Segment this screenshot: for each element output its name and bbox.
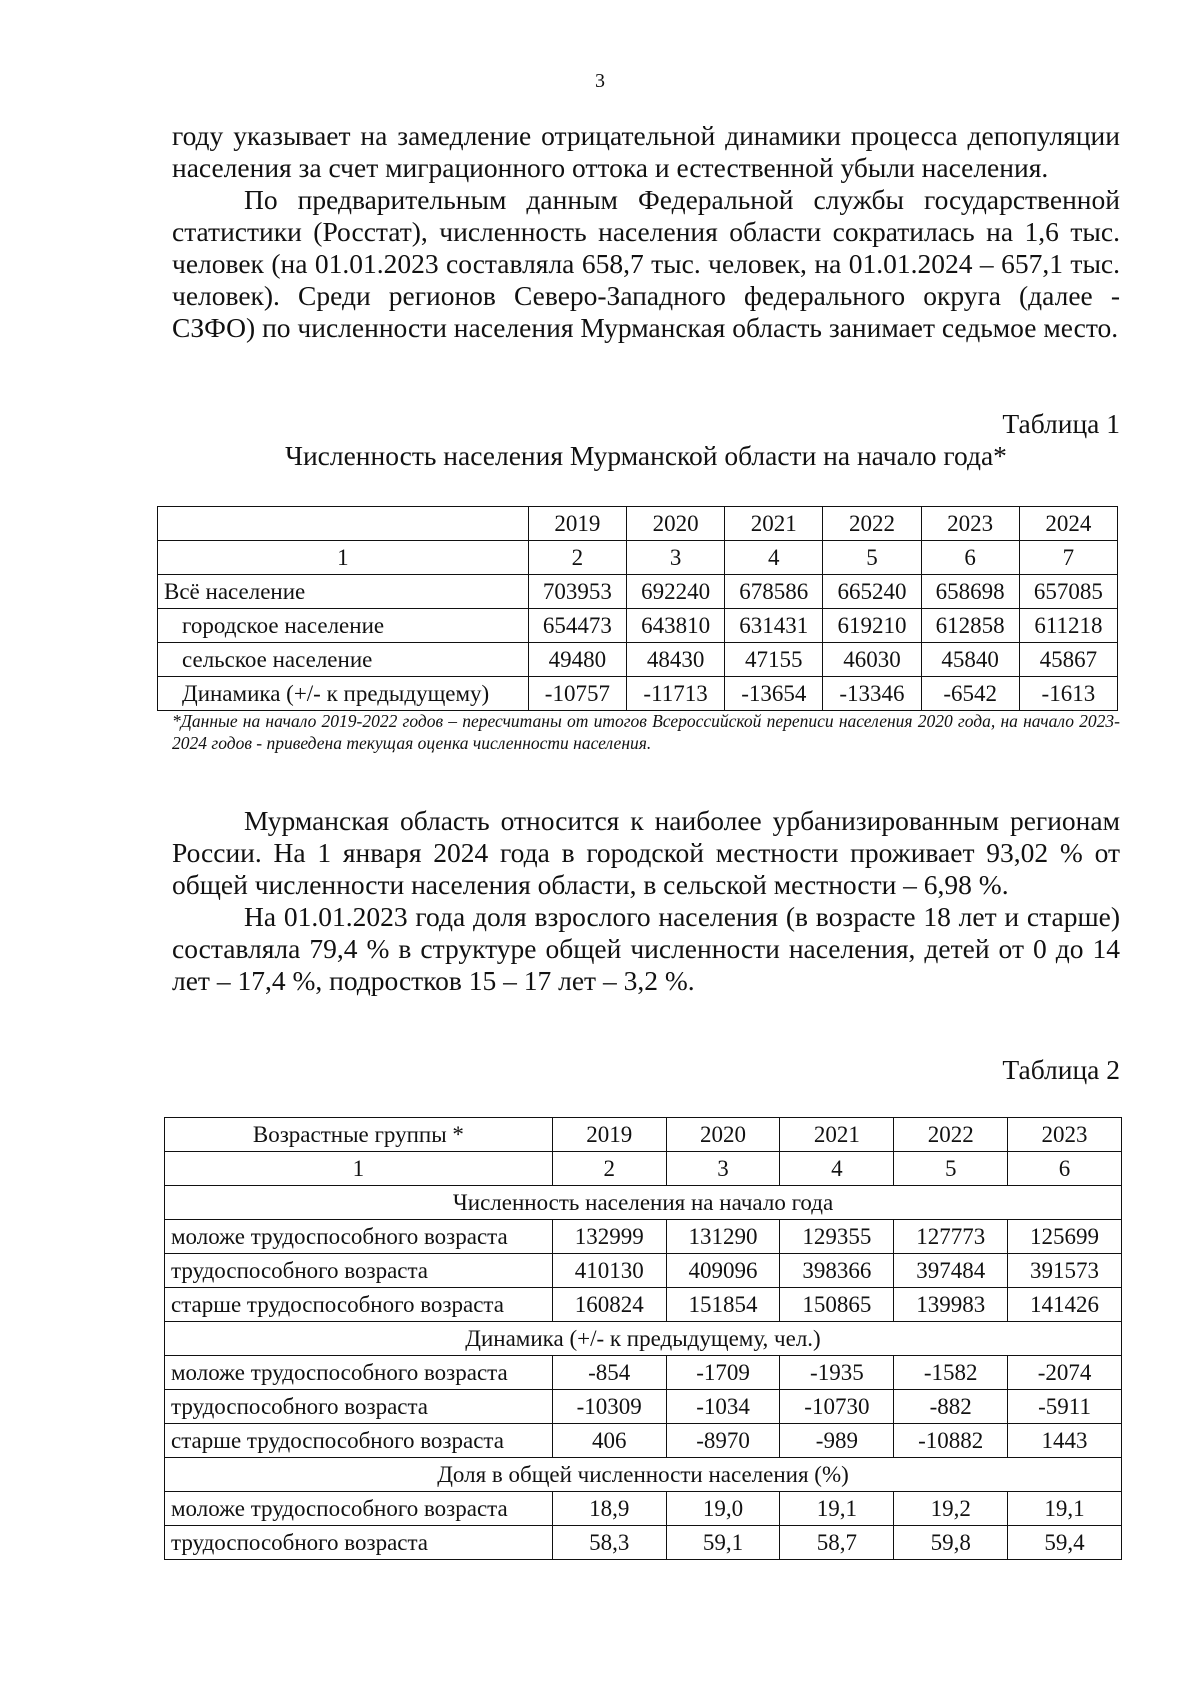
table-cell: -13346	[823, 677, 921, 711]
page-number: 3	[595, 70, 605, 92]
table1-colnum: 1	[158, 541, 529, 575]
table-row	[165, 1390, 1122, 1424]
table1-caption: Таблица 1	[1002, 408, 1120, 439]
table-cell: -10730	[780, 1390, 894, 1424]
table-row	[165, 1220, 1122, 1254]
age-groups-table	[164, 1117, 1122, 1560]
table1-colnum-row	[158, 541, 1118, 575]
table2-colnum: 6	[1008, 1152, 1122, 1186]
table-cell: -1582	[894, 1356, 1008, 1390]
table1-year: 2024	[1019, 507, 1117, 541]
table1-colnum: 7	[1019, 541, 1117, 575]
table-cell: 19,1	[1008, 1492, 1122, 1526]
row-label: моложе трудоспособного возраста	[165, 1220, 553, 1254]
row-label: старше трудоспособного возраста	[165, 1288, 553, 1322]
table-cell: -8970	[666, 1424, 780, 1458]
table-cell: 391573	[1008, 1254, 1122, 1288]
table2-year: 2020	[666, 1118, 780, 1152]
row-label: моложе трудоспособного возраста	[165, 1492, 553, 1526]
table-cell: 125699	[1008, 1220, 1122, 1254]
row-label: Всё население	[158, 575, 529, 609]
table-cell: 131290	[666, 1220, 780, 1254]
row-label: трудоспособного возраста	[165, 1390, 553, 1424]
table2-year: 2022	[894, 1118, 1008, 1152]
table-cell: 129355	[780, 1220, 894, 1254]
table-cell: 703953	[528, 575, 626, 609]
table-cell: 692240	[626, 575, 724, 609]
table-cell: 45867	[1019, 643, 1117, 677]
table-cell: 1443	[1008, 1424, 1122, 1458]
row-label: Динамика (+/- к предыдущему)	[158, 677, 529, 711]
table-cell: 19,2	[894, 1492, 1008, 1526]
table-cell: -2074	[1008, 1356, 1122, 1390]
table-row	[165, 1492, 1122, 1526]
table1-year: 2020	[626, 507, 724, 541]
table-cell: 409096	[666, 1254, 780, 1288]
table2-colnum: 2	[552, 1152, 666, 1186]
table1-colnum: 5	[823, 541, 921, 575]
table-cell: 59,1	[666, 1526, 780, 1560]
table2-colnum: 5	[894, 1152, 1008, 1186]
table-row	[165, 1424, 1122, 1458]
table-row	[158, 677, 1118, 711]
table1-year: 2021	[725, 507, 823, 541]
table1-header-row	[158, 507, 1118, 541]
table1-colnum: 4	[725, 541, 823, 575]
table-cell: 48430	[626, 643, 724, 677]
table2-header-label: Возрастные группы *	[165, 1118, 553, 1152]
table-cell: 58,7	[780, 1526, 894, 1560]
table-cell: -6542	[921, 677, 1019, 711]
middle-text	[172, 805, 1120, 997]
table-cell: 59,4	[1008, 1526, 1122, 1560]
section-title: Численность населения на начало года	[165, 1186, 1122, 1220]
table2-colnum: 4	[780, 1152, 894, 1186]
table-row	[165, 1356, 1122, 1390]
table2-year: 2019	[552, 1118, 666, 1152]
table-cell: 59,8	[894, 1526, 1008, 1560]
table-cell: 46030	[823, 643, 921, 677]
table-cell: 619210	[823, 609, 921, 643]
table2-year: 2021	[780, 1118, 894, 1152]
table1-title: Численность населения Мурманской области на начало года*	[285, 440, 1007, 471]
table-cell: 139983	[894, 1288, 1008, 1322]
table1-colnum: 3	[626, 541, 724, 575]
table2-header-row	[165, 1118, 1122, 1152]
section-header-row	[165, 1458, 1122, 1492]
table-cell: -10757	[528, 677, 626, 711]
table-cell: -1709	[666, 1356, 780, 1390]
table-cell: 657085	[1019, 575, 1117, 609]
table-cell: -854	[552, 1356, 666, 1390]
table-cell: 151854	[666, 1288, 780, 1322]
table-cell: -10882	[894, 1424, 1008, 1458]
table-row	[165, 1288, 1122, 1322]
table-row	[165, 1526, 1122, 1560]
table-cell: 406	[552, 1424, 666, 1458]
section-title: Доля в общей численности населения (%)	[165, 1458, 1122, 1492]
table-cell: 49480	[528, 643, 626, 677]
table2-year: 2023	[1008, 1118, 1122, 1152]
table-cell: 127773	[894, 1220, 1008, 1254]
table-cell: -1034	[666, 1390, 780, 1424]
table2-colnum: 1	[165, 1152, 553, 1186]
table-cell: 658698	[921, 575, 1019, 609]
table-cell: 611218	[1019, 609, 1117, 643]
table2-colnum-row	[165, 1152, 1122, 1186]
row-label: старше трудоспособного возраста	[165, 1424, 553, 1458]
table-cell: -10309	[552, 1390, 666, 1424]
table1-year: 2019	[528, 507, 626, 541]
table-cell: 643810	[626, 609, 724, 643]
table-cell: 397484	[894, 1254, 1008, 1288]
row-label: городское население	[158, 609, 529, 643]
middle-paragraph-1: Мурманская область относится к наиболее урбанизированным регионам России. На 1 января 2024 года в городской местности проживает 93,02 % от общей численности населения области, в сельской местности – 6,98 %.	[172, 805, 1120, 900]
table-row	[158, 575, 1118, 609]
table-cell: 631431	[725, 609, 823, 643]
table-cell: -1935	[780, 1356, 894, 1390]
table-cell: 141426	[1008, 1288, 1122, 1322]
population-table	[157, 506, 1118, 711]
intro-paragraph-2: По предварительным данным Федеральной службы государственной статистики (Росстат), численность населения области сократилась на 1,6 тыс. человек (на 01.01.2023 составляла 658,7 тыс. человек, на 01.01.2024 – 657,1 тыс. человек). Среди регионов Северо-Западного федерального округа (далее - СЗФО) по численности населения Мурманская область занимает седьмое место.	[172, 184, 1120, 343]
table-cell: 132999	[552, 1220, 666, 1254]
table-row	[158, 609, 1118, 643]
table-cell: 678586	[725, 575, 823, 609]
section-header-row	[165, 1186, 1122, 1220]
table2-caption: Таблица 2	[1002, 1054, 1120, 1085]
table1-header-empty	[158, 507, 529, 541]
table-cell: 58,3	[552, 1526, 666, 1560]
table-cell: 160824	[552, 1288, 666, 1322]
table1-year: 2022	[823, 507, 921, 541]
table-cell: 654473	[528, 609, 626, 643]
table-cell: 19,1	[780, 1492, 894, 1526]
table-cell: 18,9	[552, 1492, 666, 1526]
table1-year: 2023	[921, 507, 1019, 541]
table-cell: 19,0	[666, 1492, 780, 1526]
table1-colnum: 2	[528, 541, 626, 575]
table-cell: -989	[780, 1424, 894, 1458]
table1-footnote: *Данные на начало 2019-2022 годов – пересчитаны от итогов Всероссийской переписи населения 2020 года, на начало 2023-2024 годов - приведена текущая оценка численности населения.	[172, 711, 1120, 753]
table-cell: 47155	[725, 643, 823, 677]
table-cell: 612858	[921, 609, 1019, 643]
row-label: трудоспособного возраста	[165, 1526, 553, 1560]
table-row	[165, 1254, 1122, 1288]
row-label: сельское население	[158, 643, 529, 677]
table-cell: 150865	[780, 1288, 894, 1322]
intro-text	[172, 120, 1120, 344]
table-cell: -11713	[626, 677, 724, 711]
table-cell: 665240	[823, 575, 921, 609]
row-label: моложе трудоспособного возраста	[165, 1356, 553, 1390]
table-cell: -5911	[1008, 1390, 1122, 1424]
table-cell: 398366	[780, 1254, 894, 1288]
table-row	[158, 643, 1118, 677]
table-cell: 410130	[552, 1254, 666, 1288]
table-cell: -882	[894, 1390, 1008, 1424]
section-title: Динамика (+/- к предыдущему, чел.)	[165, 1322, 1122, 1356]
table-cell: -1613	[1019, 677, 1117, 711]
table-cell: 45840	[921, 643, 1019, 677]
section-header-row	[165, 1322, 1122, 1356]
table1-colnum: 6	[921, 541, 1019, 575]
middle-paragraph-2: На 01.01.2023 года доля взрослого населения (в возрасте 18 лет и старше) составляла 79,4 % в структуре общей численности населения, детей от 0 до 14 лет – 17,4 %, подростков 15 – 17 лет – 3,2 %.	[172, 901, 1120, 996]
intro-paragraph-1: году указывает на замедление отрицательной динамики процесса депопуляции населения за счет миграционного оттока и естественной убыли населения.	[172, 120, 1120, 183]
row-label: трудоспособного возраста	[165, 1254, 553, 1288]
table2-colnum: 3	[666, 1152, 780, 1186]
table-cell: -13654	[725, 677, 823, 711]
